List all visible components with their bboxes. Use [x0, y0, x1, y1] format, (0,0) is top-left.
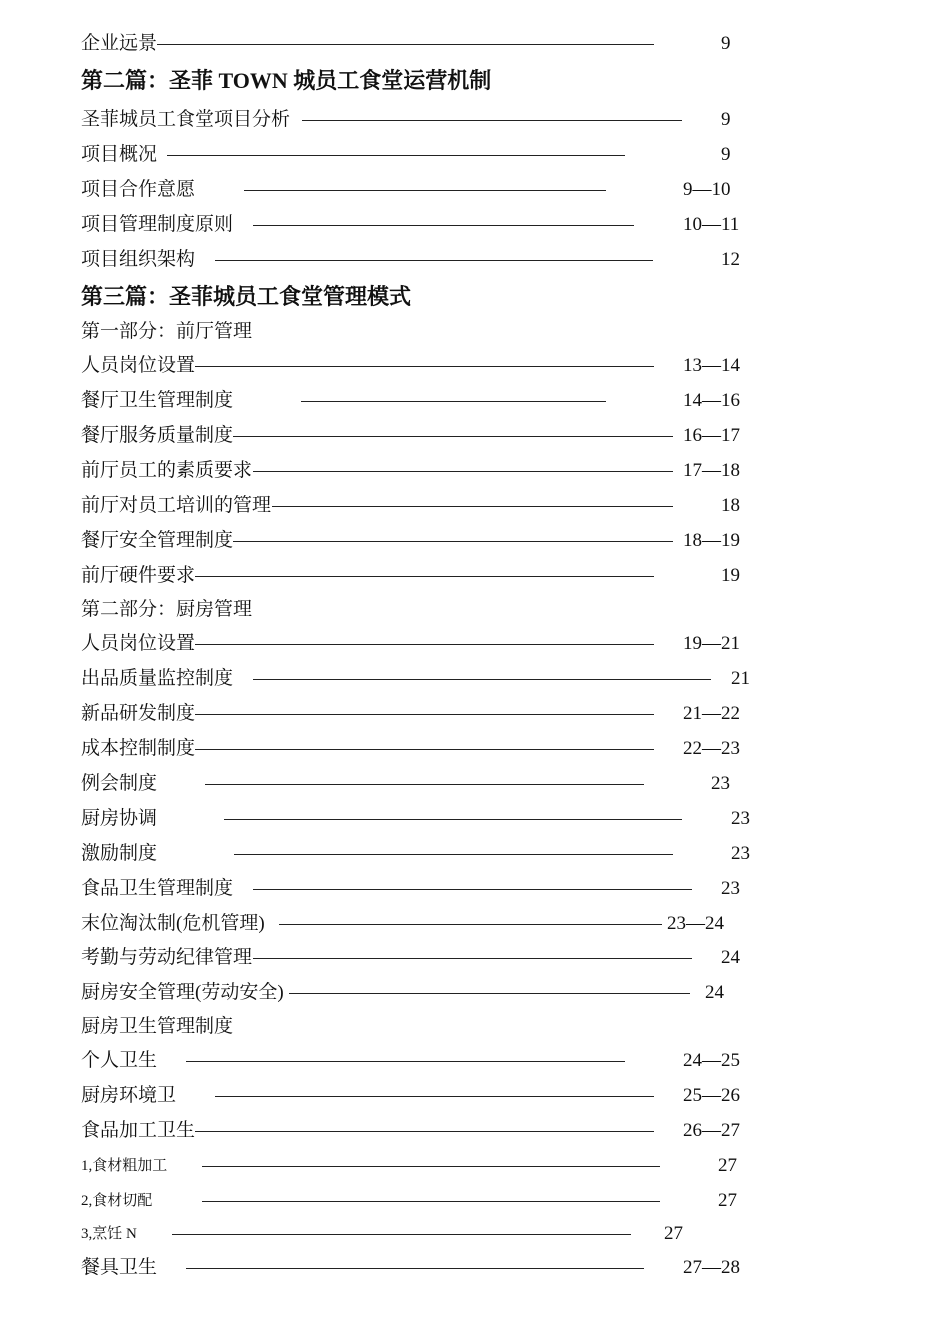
toc-entry	[0, 1119, 950, 1143]
toc-entry	[0, 946, 950, 970]
toc-entry	[0, 494, 950, 518]
toc-entry-label: 例会制度	[81, 773, 158, 794]
toc-entry-page: 22—23	[683, 738, 740, 759]
toc-entry-label: 前厅对员工培训的管理	[81, 495, 272, 516]
toc-leader-line	[272, 506, 673, 507]
toc-entry-page: 10—11	[683, 214, 740, 235]
toc-leader-line	[172, 1234, 631, 1235]
toc-entry-label: 2,食材切配	[81, 1193, 153, 1209]
toc-entry-page: 23	[711, 773, 730, 794]
toc-entry-label: 项目合作意愿	[81, 179, 196, 200]
toc-entry-label: 成本控制制度	[81, 738, 196, 759]
toc-entry-page: 24	[721, 947, 740, 968]
toc-entry	[0, 981, 950, 1005]
toc-leader-line	[253, 679, 711, 680]
toc-entry-page: 13—14	[683, 355, 740, 376]
toc-entry-page: 26—27	[683, 1120, 740, 1141]
toc-leader-line	[253, 958, 692, 959]
toc-entry-label: 厨房环境卫	[81, 1085, 177, 1106]
toc-entry	[0, 389, 950, 413]
toc-entry-page: 9	[721, 109, 731, 130]
toc-entry-page: 14—16	[683, 390, 740, 411]
toc-entry	[0, 424, 950, 448]
toc-entry	[0, 737, 950, 761]
toc-entry-page: 9—10	[683, 179, 731, 200]
toc-entry	[0, 143, 950, 167]
toc-entry-page: 19	[721, 565, 740, 586]
toc-entry-label: 餐厅安全管理制度	[81, 530, 234, 551]
toc-entry-label: 新品研发制度	[81, 703, 196, 724]
toc-leader-line	[202, 1166, 660, 1167]
subsection-heading-front-hall: 第一部分：前厅管理	[81, 321, 253, 342]
toc-entry-label: 激励制度	[81, 843, 158, 864]
toc-leader-line	[195, 644, 654, 645]
section-heading-part-2: 第二篇：圣菲 TOWN 城员工食堂运营机制	[81, 68, 492, 93]
toc-leader-line	[195, 714, 654, 715]
toc-entry	[0, 667, 950, 691]
toc-entry	[0, 772, 950, 796]
toc-leader-line	[195, 749, 654, 750]
toc-entry	[0, 213, 950, 237]
toc-entry-page: 18—19	[683, 530, 740, 551]
toc-entry	[0, 912, 950, 936]
toc-leader-line	[195, 576, 654, 577]
toc-entry-label: 项目概况	[81, 144, 158, 165]
toc-entry-page: 17—18	[683, 460, 740, 481]
toc-entry-label: 考勤与劳动纪律管理	[81, 947, 253, 968]
toc-leader-line	[289, 993, 690, 994]
toc-entry-label: 个人卫生	[81, 1050, 158, 1071]
toc-entry-label: 企业远景	[81, 33, 158, 54]
toc-entry-page: 9	[721, 144, 731, 165]
toc-entry-label: 人员岗位设置	[81, 355, 196, 376]
toc-entry-page: 23	[731, 843, 750, 864]
toc-entry-label: 项目管理制度原则	[81, 214, 234, 235]
toc-leader-line	[253, 471, 673, 472]
toc-leader-line	[167, 155, 625, 156]
subsection-heading-kitchen: 第二部分：厨房管理	[81, 599, 253, 620]
toc-entry	[0, 1154, 950, 1178]
toc-entry-label: 前厅员工的素质要求	[81, 460, 253, 481]
toc-entry	[0, 178, 950, 202]
toc-entry-label: 餐厅服务质量制度	[81, 425, 234, 446]
toc-entry-page: 24—25	[683, 1050, 740, 1071]
toc-leader-line	[244, 190, 606, 191]
toc-entry-page: 21—22	[683, 703, 740, 724]
toc-entry-page: 25—26	[683, 1085, 740, 1106]
toc-leader-line	[215, 1096, 654, 1097]
toc-entry-label: 食品加工卫生	[81, 1120, 196, 1141]
toc-entry-label: 厨房安全管理(劳动安全)	[81, 982, 284, 1003]
toc-entry	[0, 877, 950, 901]
toc-entry-page: 23—24	[667, 913, 724, 934]
toc-entry-label: 人员岗位设置	[81, 633, 196, 654]
toc-entry-page: 23	[721, 878, 740, 899]
toc-entry-label: 前厅硬件要求	[81, 565, 196, 586]
toc-leader-line	[224, 819, 682, 820]
toc-entry-label: 餐具卫生	[81, 1257, 158, 1278]
toc-entry	[0, 108, 950, 132]
toc-entry	[0, 529, 950, 553]
toc-leader-line	[253, 225, 634, 226]
toc-entry-label: 厨房协调	[81, 808, 158, 829]
toc-entry-label: 项目组织架构	[81, 249, 196, 270]
toc-entry	[0, 842, 950, 866]
toc-leader-line	[215, 260, 653, 261]
toc-entry-page: 12	[721, 249, 740, 270]
subsection-heading-kitchen-hygiene: 厨房卫生管理制度	[81, 1016, 234, 1037]
toc-entry-page: 19—21	[683, 633, 740, 654]
toc-entry-page: 24	[705, 982, 724, 1003]
toc-entry-label: 食品卫生管理制度	[81, 878, 234, 899]
toc-entry	[0, 354, 950, 378]
toc-leader-line	[279, 924, 662, 925]
toc-leader-line	[233, 436, 673, 437]
toc-leader-line	[234, 854, 673, 855]
toc-entry	[0, 702, 950, 726]
toc-entry	[0, 1049, 950, 1073]
toc-leader-line	[157, 44, 654, 45]
section-heading-part-3: 第三篇：圣菲城员工食堂管理模式	[81, 284, 412, 309]
toc-entry	[0, 1189, 950, 1213]
toc-leader-line	[195, 1131, 654, 1132]
toc-leader-line	[233, 541, 673, 542]
toc-entry	[0, 1222, 950, 1246]
toc-entry-page: 27	[718, 1155, 737, 1176]
toc-entry	[0, 632, 950, 656]
toc-entry-label: 末位淘汰制(危机管理)	[81, 913, 265, 934]
toc-entry	[0, 32, 950, 56]
toc-entry	[0, 807, 950, 831]
toc-entry-label: 餐厅卫生管理制度	[81, 390, 234, 411]
toc-entry-page: 9	[721, 33, 731, 54]
toc-leader-line	[301, 401, 606, 402]
toc-leader-line	[253, 889, 692, 890]
toc-entry	[0, 459, 950, 483]
toc-entry-label: 3,烹饪 N	[81, 1226, 137, 1242]
toc-entry	[0, 564, 950, 588]
toc-entry-label: 圣菲城员工食堂项目分析	[81, 109, 291, 130]
toc-leader-line	[202, 1201, 660, 1202]
toc-leader-line	[186, 1061, 625, 1062]
toc-entry-page: 21	[731, 668, 750, 689]
toc-leader-line	[195, 366, 654, 367]
toc-entry	[0, 1256, 950, 1280]
toc-entry	[0, 1084, 950, 1108]
toc-entry	[0, 248, 950, 272]
toc-entry-page: 23	[731, 808, 750, 829]
toc-entry-label: 出品质量监控制度	[81, 668, 234, 689]
toc-entry-label: 1,食材粗加工	[81, 1158, 168, 1174]
toc-leader-line	[302, 120, 682, 121]
toc-leader-line	[205, 784, 644, 785]
toc-entry-page: 18	[721, 495, 740, 516]
toc-entry-page: 27—28	[683, 1257, 740, 1278]
toc-leader-line	[186, 1268, 644, 1269]
toc-entry-page: 27	[718, 1190, 737, 1211]
toc-entry-page: 27	[664, 1223, 683, 1244]
toc-entry-page: 16—17	[683, 425, 740, 446]
